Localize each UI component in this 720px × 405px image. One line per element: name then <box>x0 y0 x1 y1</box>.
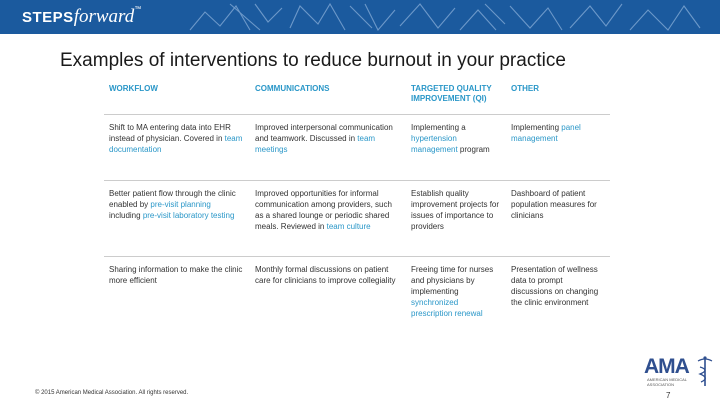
header-banner <box>0 0 720 34</box>
link-hypertension-management[interactable]: hypertension management <box>411 134 458 154</box>
table-cell: Implementing a hypertension management program <box>406 115 506 181</box>
copyright-notice: © 2015 American Medical Association. All rights reserved. <box>35 390 189 396</box>
link-panel-management[interactable]: panel management <box>511 123 581 143</box>
header-workflow: WORKFLOW <box>104 84 250 115</box>
logo-forward-text: forward <box>73 6 135 27</box>
table-cell: Freeing time for nurses and physicians by implementing synchronized prescription renewal <box>411 265 494 318</box>
table-row <box>104 181 610 257</box>
ama-logo-text: AMA <box>644 355 689 378</box>
link-team-meetings[interactable]: team meetings <box>255 134 376 154</box>
table-header-row <box>104 84 610 115</box>
header-communications: COMMUNICATIONS <box>250 84 406 115</box>
interventions-table <box>104 84 610 346</box>
table-cell: Better patient flow through the clinic enabled by pre-visit planning including pre-visit laboratory testing <box>104 181 250 257</box>
logo-steps-text: STEPS <box>22 9 74 26</box>
table-cell: Sharing information to make the clinic more efficient <box>109 265 243 285</box>
caduceus-icon <box>692 355 718 387</box>
header-targeted-qi: TARGETED QUALITY IMPROVEMENT (QI) <box>406 84 506 115</box>
link-team-culture[interactable]: team culture <box>326 222 371 231</box>
table-cell: Dashboard of patient population measures for clinicians <box>506 181 610 257</box>
table-row <box>104 257 610 347</box>
table-cell: Shift to MA entering data into EHR instead of physician. Covered in team documentation <box>104 115 250 181</box>
table-cell: Implementing panel management <box>506 115 610 181</box>
table-row <box>104 115 610 181</box>
link-synchronized-prescription-renewal[interactable]: synchronized prescription renewal <box>411 298 483 318</box>
link-team-documentation[interactable]: team documentation <box>109 134 243 154</box>
link-pre-visit-planning[interactable]: pre-visit planning <box>150 200 211 209</box>
link-pre-visit-laboratory-testing[interactable]: pre-visit laboratory testing <box>142 211 235 220</box>
page-title: Examples of interventions to reduce burnout in your practice <box>60 50 566 71</box>
table-cell: Presentation of wellness data to prompt discussions on changing the clinic environment <box>511 265 599 307</box>
ama-logo <box>644 355 720 391</box>
table-cell: Improved opportunities for informal communication among providers, such as a shared lounge or periodic shared meals. Reviewed in team culture <box>250 181 406 257</box>
table-cell: Monthly formal discussions on patient care for clinicians to improve collegiality <box>255 265 396 285</box>
table-cell: Establish quality improvement projects for issues of importance to providers <box>406 181 506 257</box>
table-cell: Improved interpersonal communication and teamwork. Discussed in team meetings <box>250 115 406 181</box>
page-number: 7 <box>666 391 671 400</box>
stepsforward-logo <box>22 6 141 28</box>
logo-trademark: ™ <box>134 6 142 13</box>
ama-logo-subtext: AMERICAN MEDICAL ASSOCIATION <box>647 377 687 387</box>
header-other: OTHER <box>506 84 610 115</box>
